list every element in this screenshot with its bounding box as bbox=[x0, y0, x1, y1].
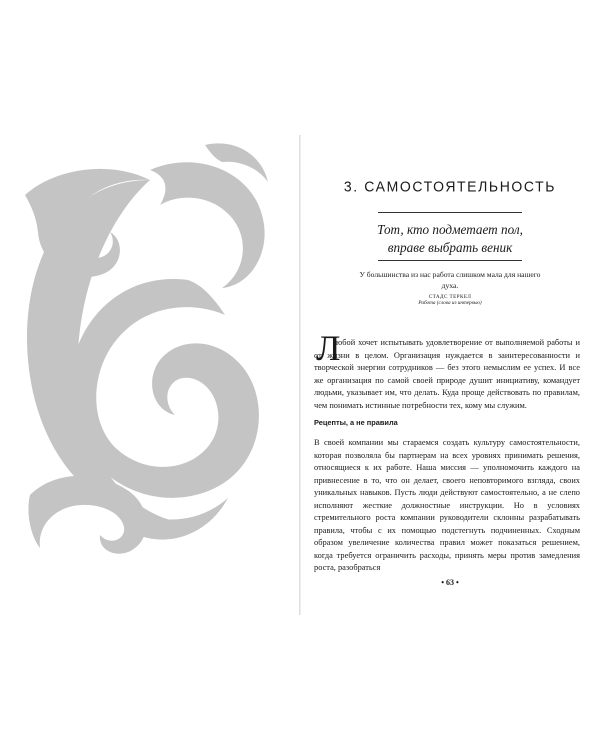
ornament-upper-hook bbox=[150, 162, 265, 288]
chapter-title: 3. САМОСТОЯТЕЛЬНОСТЬ bbox=[343, 177, 557, 195]
motto-line-2: вправе выбрать веник bbox=[387, 240, 513, 255]
motto-rule-top bbox=[378, 212, 522, 213]
section-subheading: Рецепты, а не правила bbox=[314, 418, 398, 427]
ornament-main-spiral bbox=[70, 279, 259, 498]
drop-cap: Л bbox=[316, 328, 341, 368]
motto-line-1: Тот, кто подметает пол, bbox=[377, 222, 523, 237]
paragraph-intro: юбой хочет испытывать удовлетворение от выполняемой работы и от жизни в целом. Организация нуждается в заинтересованности и творческой энергии сотрудников — без этого немыслим ее успех. И все же организация по самой своей природе душит инициативу, командует людьми, указывает им, что делать. Куда проще действовать по правилам, чем понимать истинные потребности тех, кому мы служим. bbox=[314, 338, 580, 410]
epigraph-text: У большинства из нас работа слишком мала для нашего духа. bbox=[359, 270, 541, 290]
epigraph-author: СТАДС ТЕРКЕЛ bbox=[428, 294, 472, 300]
epigraph-source: Работа (слова из интервью) bbox=[418, 300, 482, 306]
chapter-motto bbox=[340, 221, 560, 257]
motto-rule-bottom bbox=[378, 260, 522, 261]
page-number: • 63 • bbox=[441, 578, 459, 587]
paragraph-section: В своей компании мы стараемся создать культуру самостоятельности, которая позволяла бы партнерам на всех уровнях принимать решения, относящиеся к их работе. Наша миссия — уполномочить каждого на привнесение в то, что он делает, своего неповторимого взгляда, своих уникальных навыков. Пусть люди действуют самостоятельно, а не слепо исполняют жесткие должностные инструкции. Но в условиях стремительного роста компании руководители склонны разрабатывать правила, чтобы с их помощью подстегнуть подчиненных. Сходным образом увеличение количества правил может показаться решением, когда требуется ограничить расходы, принять меры против замедления роста, разобраться bbox=[314, 438, 580, 572]
